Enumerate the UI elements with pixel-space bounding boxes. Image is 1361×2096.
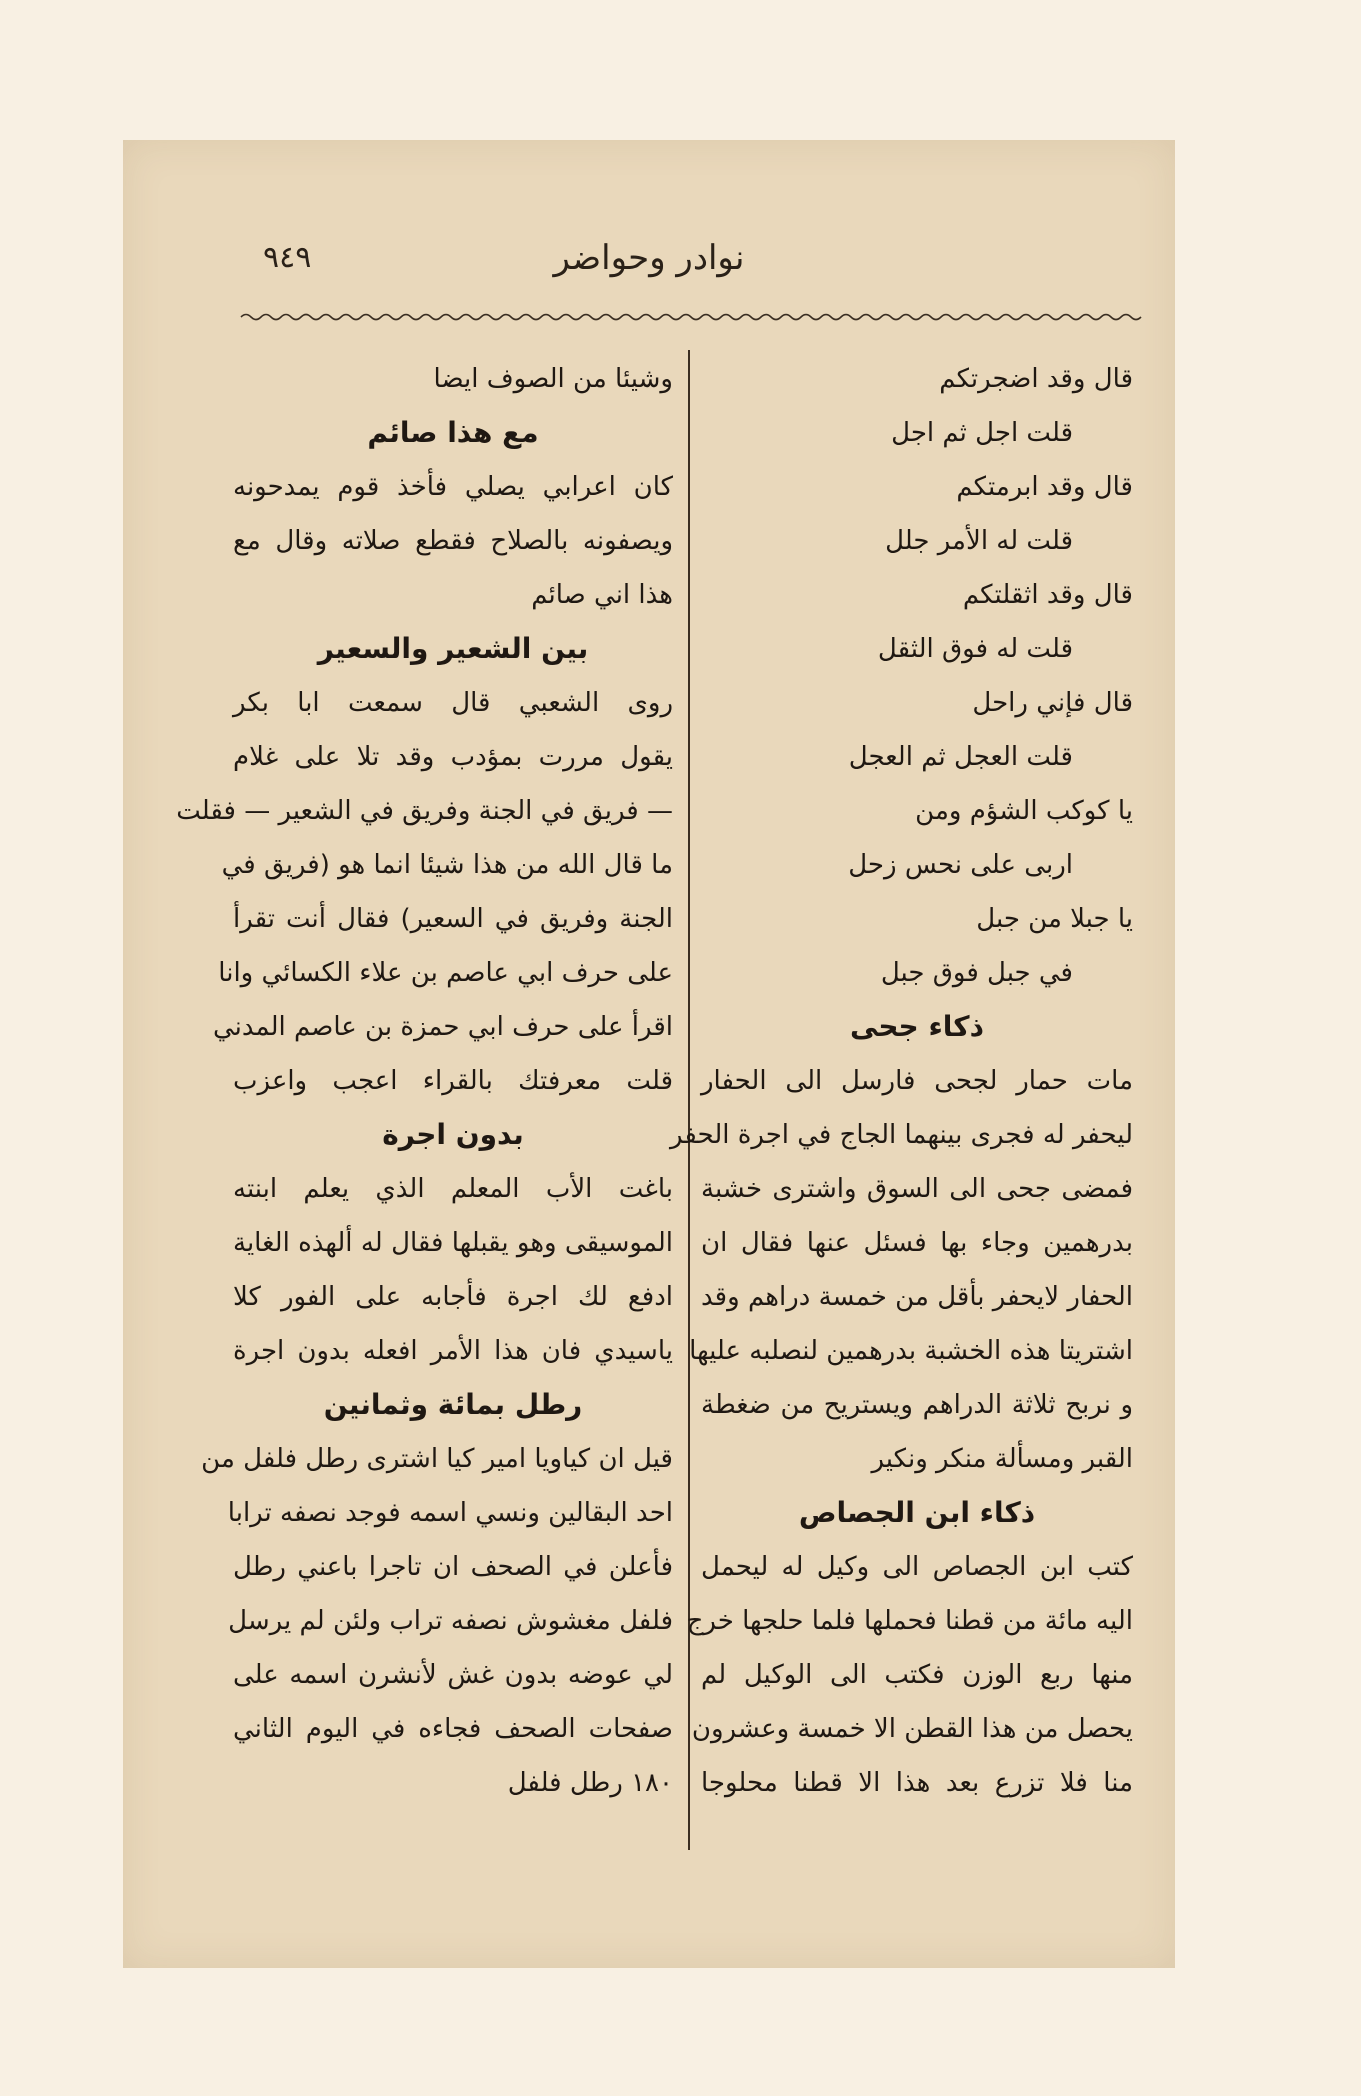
- text-line: ادفع لك اجرة فأجابه على الفور كلا: [233, 1282, 673, 1312]
- text-line: الحفار لايحفر بأقل من خمسة دراهم وقد: [701, 1282, 1133, 1312]
- text-line: ليحفر له فجرى بينهما الجاج في اجرة الحفر: [670, 1120, 1133, 1150]
- text-line: قال فإني راحل: [972, 688, 1133, 718]
- text-line: اقرأ على حرف ابي حمزة بن عاصم المدني: [212, 1012, 673, 1042]
- section-heading: رطل بمائة وثمانين: [323, 1388, 583, 1421]
- section-heading: ذكاء ابن الجصاص: [798, 1496, 1036, 1529]
- text-line: في جبل فوق جبل: [880, 958, 1073, 988]
- text-line: يا جبلا من جبل: [976, 904, 1133, 934]
- text-line: و نربح ثلاثة الدراهم ويستريح من ضغطة: [701, 1390, 1133, 1420]
- right-column: [670, 352, 1133, 1810]
- text-line: قال وقد اثقلتكم: [962, 580, 1133, 610]
- text-line: احد البقالين ونسي اسمه فوجد نصفه ترابا: [227, 1498, 673, 1528]
- text-line: قلت العجل ثم العجل: [848, 742, 1073, 772]
- text-line: ياسيدي فان هذا الأمر افعله بدون اجرة: [233, 1336, 673, 1366]
- text-line: صفحات الصحف فجاءه في اليوم الثاني: [233, 1714, 673, 1744]
- text-line: قلت معرفتك بالقراء اعجب واعزب: [233, 1066, 673, 1096]
- text-line: قلت له الأمر جلل: [885, 526, 1073, 556]
- text-line: قال وقد ابرمتكم: [956, 472, 1133, 502]
- section-heading: ذكاء جحى: [850, 1010, 984, 1043]
- text-line: كتب ابن الجصاص الى وكيل له ليحمل: [701, 1552, 1133, 1582]
- page-number: ٩٤٩: [263, 240, 312, 275]
- section-heading: بين الشعير والسعير: [317, 632, 589, 665]
- text-line: روى الشعبي قال سمعت ابا بكر: [233, 688, 673, 718]
- text-line: ما قال الله من هذا شيئا انما هو (فريق في: [221, 850, 673, 880]
- text-line: هذا اني صائم: [531, 580, 673, 610]
- text-line: ١٨٠ رطل فلفل: [507, 1768, 673, 1798]
- left-column: [176, 352, 673, 1810]
- header-rule: [241, 310, 1141, 324]
- text-line: قيل ان كياويا امير كيا اشترى رطل فلفل من: [201, 1444, 673, 1474]
- text-line: مات حمار لجحى فارسل الى الحفار: [701, 1066, 1133, 1096]
- text-line: منها ربع الوزن فكتب الى الوكيل لم: [701, 1660, 1133, 1690]
- section-heading: بدون اجرة: [382, 1118, 524, 1151]
- text-line: ويصفونه بالصلاح فقطع صلاته وقال مع: [233, 526, 673, 556]
- text-line: — فريق في الجنة وفريق في الشعير — فقلت: [176, 796, 673, 826]
- text-line: اشتريتا هذه الخشبة بدرهمين لنصلبه عليها: [689, 1336, 1133, 1366]
- text-line: فلفل مغشوش نصفه تراب ولئن لم يرسل: [228, 1606, 673, 1636]
- text-line: وشيئا من الصوف ايضا: [433, 364, 673, 394]
- text-line: القبر ومسألة منكر ونكير: [871, 1444, 1133, 1474]
- text-line: قلت له فوق الثقل: [877, 634, 1073, 664]
- text-line: قال وقد اضجرتكم: [939, 364, 1133, 394]
- running-title: نوادر وحواضر: [553, 238, 745, 278]
- text-line: يحصل من هذا القطن الا خمسة وعشرون: [691, 1714, 1133, 1744]
- text-line: الجنة وفريق في السعير) فقال أنت تقرأ: [233, 904, 673, 934]
- text-line: قلت اجل ثم اجل: [891, 418, 1073, 448]
- text-line: بدرهمين وجاء بها فسئل عنها فقال ان: [701, 1228, 1133, 1258]
- text-line: باغت الأب المعلم الذي يعلم ابنته: [233, 1174, 673, 1204]
- text-line: اليه مائة من قطنا فحملها فلما حلجها خرج: [686, 1606, 1133, 1636]
- text-line: كان اعرابي يصلي فأخذ قوم يمدحونه: [233, 472, 673, 502]
- text-line: يا كوكب الشؤم ومن: [915, 796, 1133, 826]
- text-line: لي عوضه بدون غش لأنشرن اسمه على: [233, 1660, 673, 1690]
- text-line: اربى على نحس زحل: [848, 850, 1073, 880]
- text-line: يقول مررت بمؤدب وقد تلا على غلام: [233, 742, 673, 772]
- text-line: على حرف ابي عاصم بن علاء الكسائي وانا: [218, 958, 673, 988]
- text-line: منا فلا تزرع بعد هذا الا قطنا محلوجا: [701, 1768, 1133, 1798]
- text-line: فمضى جحى الى السوق واشترى خشبة: [701, 1174, 1133, 1204]
- book-page: [123, 140, 1175, 1968]
- section-heading: مع هذا صائم: [367, 416, 539, 449]
- text-line: الموسيقى وهو يقبلها فقال له ألهذه الغاية: [233, 1228, 673, 1258]
- text-line: فأعلن في الصحف ان تاجرا باعني رطل: [233, 1552, 673, 1582]
